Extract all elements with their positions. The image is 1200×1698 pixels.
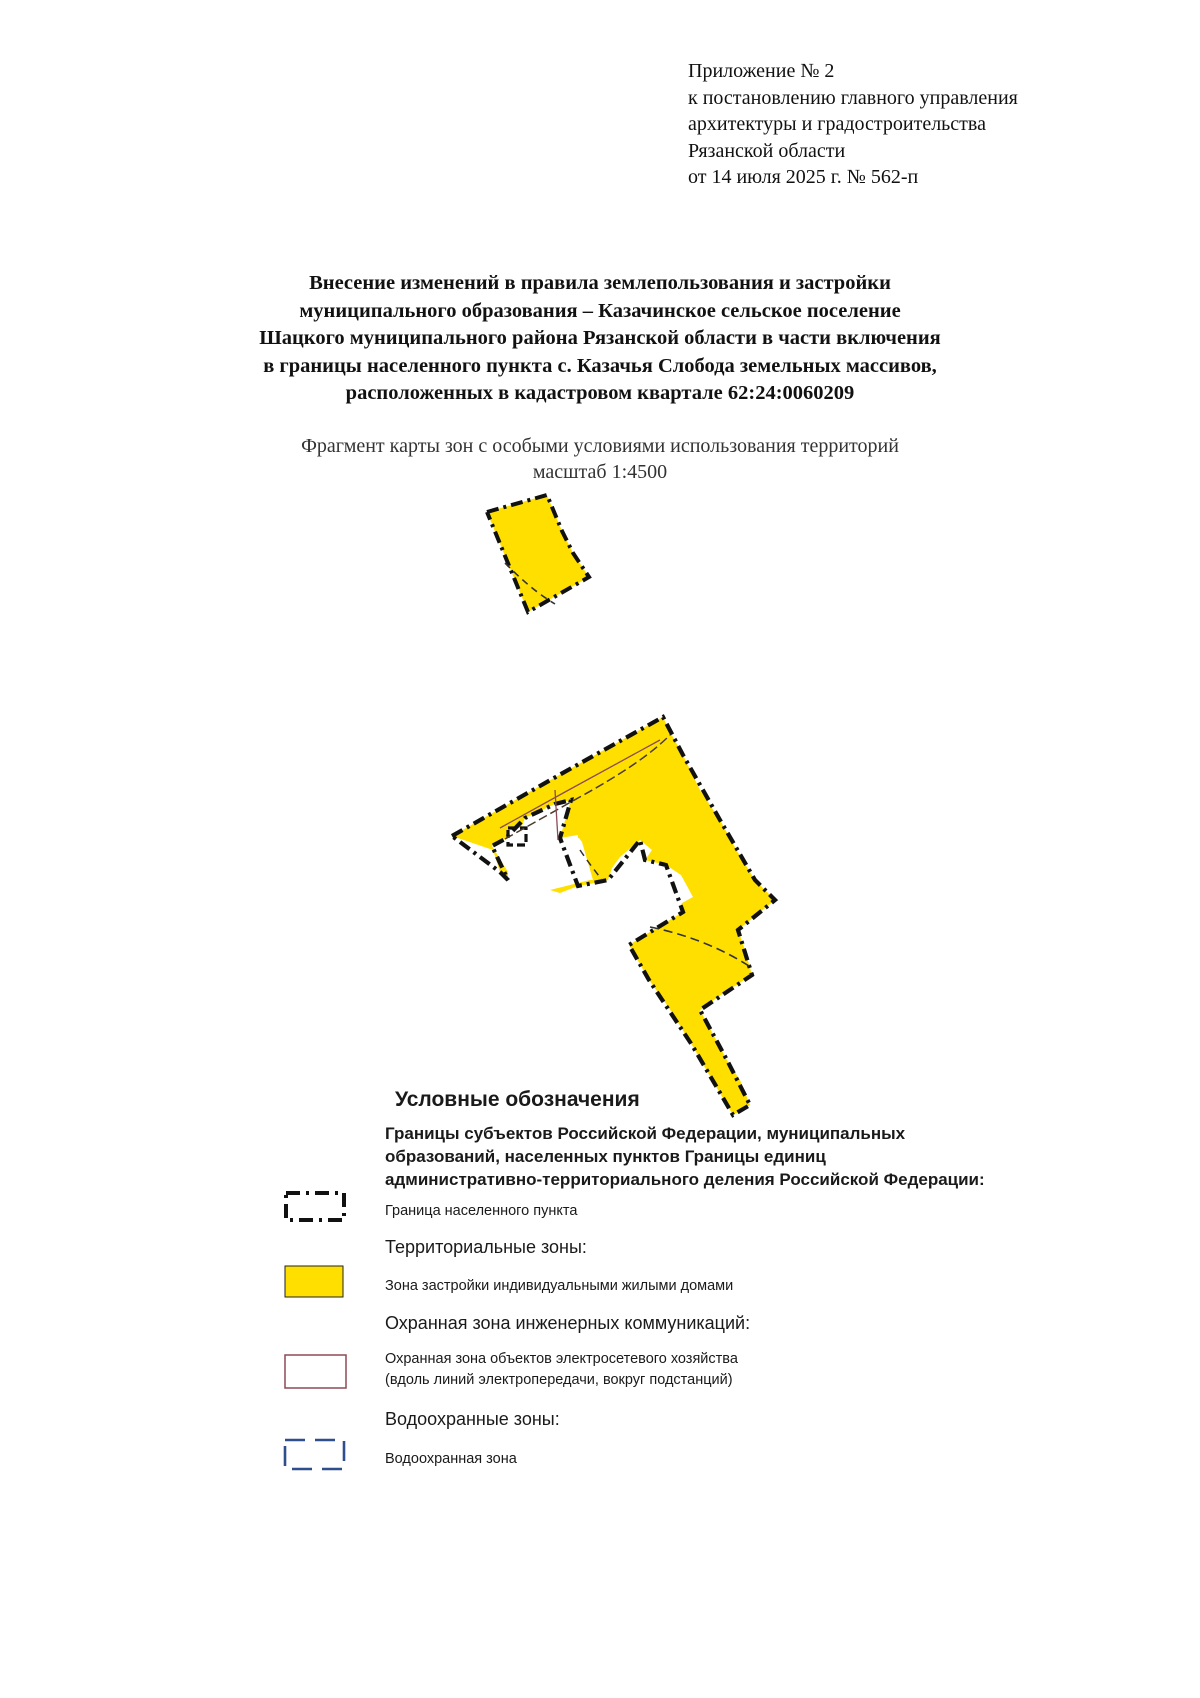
title-line: Внесение изменений в правила землепользования и застройки <box>309 272 891 294</box>
appendix-line: архитектуры и градостроительства <box>688 113 986 135</box>
legend-label-residential-zone: Зона застройки индивидуальными жилыми домами <box>385 1278 734 1294</box>
title-line: муниципального образования – Казачинское сельское поселение <box>299 299 901 322</box>
parcel-main <box>452 717 775 1115</box>
legend-label-settlement-border: Граница населенного пункта <box>385 1203 578 1219</box>
appendix-line: Рязанской области <box>688 139 846 162</box>
title-line: в границы населенного пункта с. Казачья Слобода земельных массивов, <box>263 354 937 377</box>
legend-power-zone-line: (вдоль линий электропередачи, вокруг подстанций) <box>385 1372 733 1388</box>
legend-water-header: Водоохранные зоны: <box>385 1409 560 1429</box>
legend-territorial-zones-header: Территориальные зоны: <box>385 1237 587 1257</box>
legend-group-line: образований, населенных пунктов Границы единиц <box>385 1147 826 1166</box>
appendix-line: от 14 июля 2025 г. № 562-п <box>688 166 919 188</box>
legend-symbol-water-zone <box>285 1440 344 1469</box>
legend-power-zone-line: Охранная зона объектов электросетевого хозяйства <box>385 1351 738 1367</box>
legend-group-line: административно-территориального деления Российской Федерации: <box>385 1170 985 1189</box>
legend-symbol-residential-zone <box>285 1266 343 1297</box>
legend-label-water-zone: Водоохранная зона <box>385 1451 517 1467</box>
title-line: расположенных в кадастровом квартале 62:24:0060209 <box>345 382 855 404</box>
title-line: Шацкого муниципального района Рязанской области в части включения <box>259 327 941 349</box>
legend-title: Условные обозначения <box>395 1088 640 1111</box>
legend-group-line: Границы субъектов Российской Федерации, муниципальных <box>385 1124 906 1143</box>
parcel-north <box>487 495 589 612</box>
legend-label-power-zone <box>385 1349 738 1391</box>
appendix-line: Приложение № 2 <box>688 60 835 82</box>
legend-engineering-header: Охранная зона инженерных коммуникаций: <box>385 1313 751 1333</box>
legend-symbol-power-zone <box>285 1355 346 1388</box>
appendix-line: к постановлению главного управления <box>688 86 1018 109</box>
map-caption: Фрагмент карты зон с особыми условиями использования территорий <box>301 435 899 457</box>
legend-symbol-settlement-border <box>286 1193 344 1220</box>
map-scale: масштаб 1:4500 <box>532 461 668 483</box>
legend-group-header <box>385 1122 1085 1191</box>
